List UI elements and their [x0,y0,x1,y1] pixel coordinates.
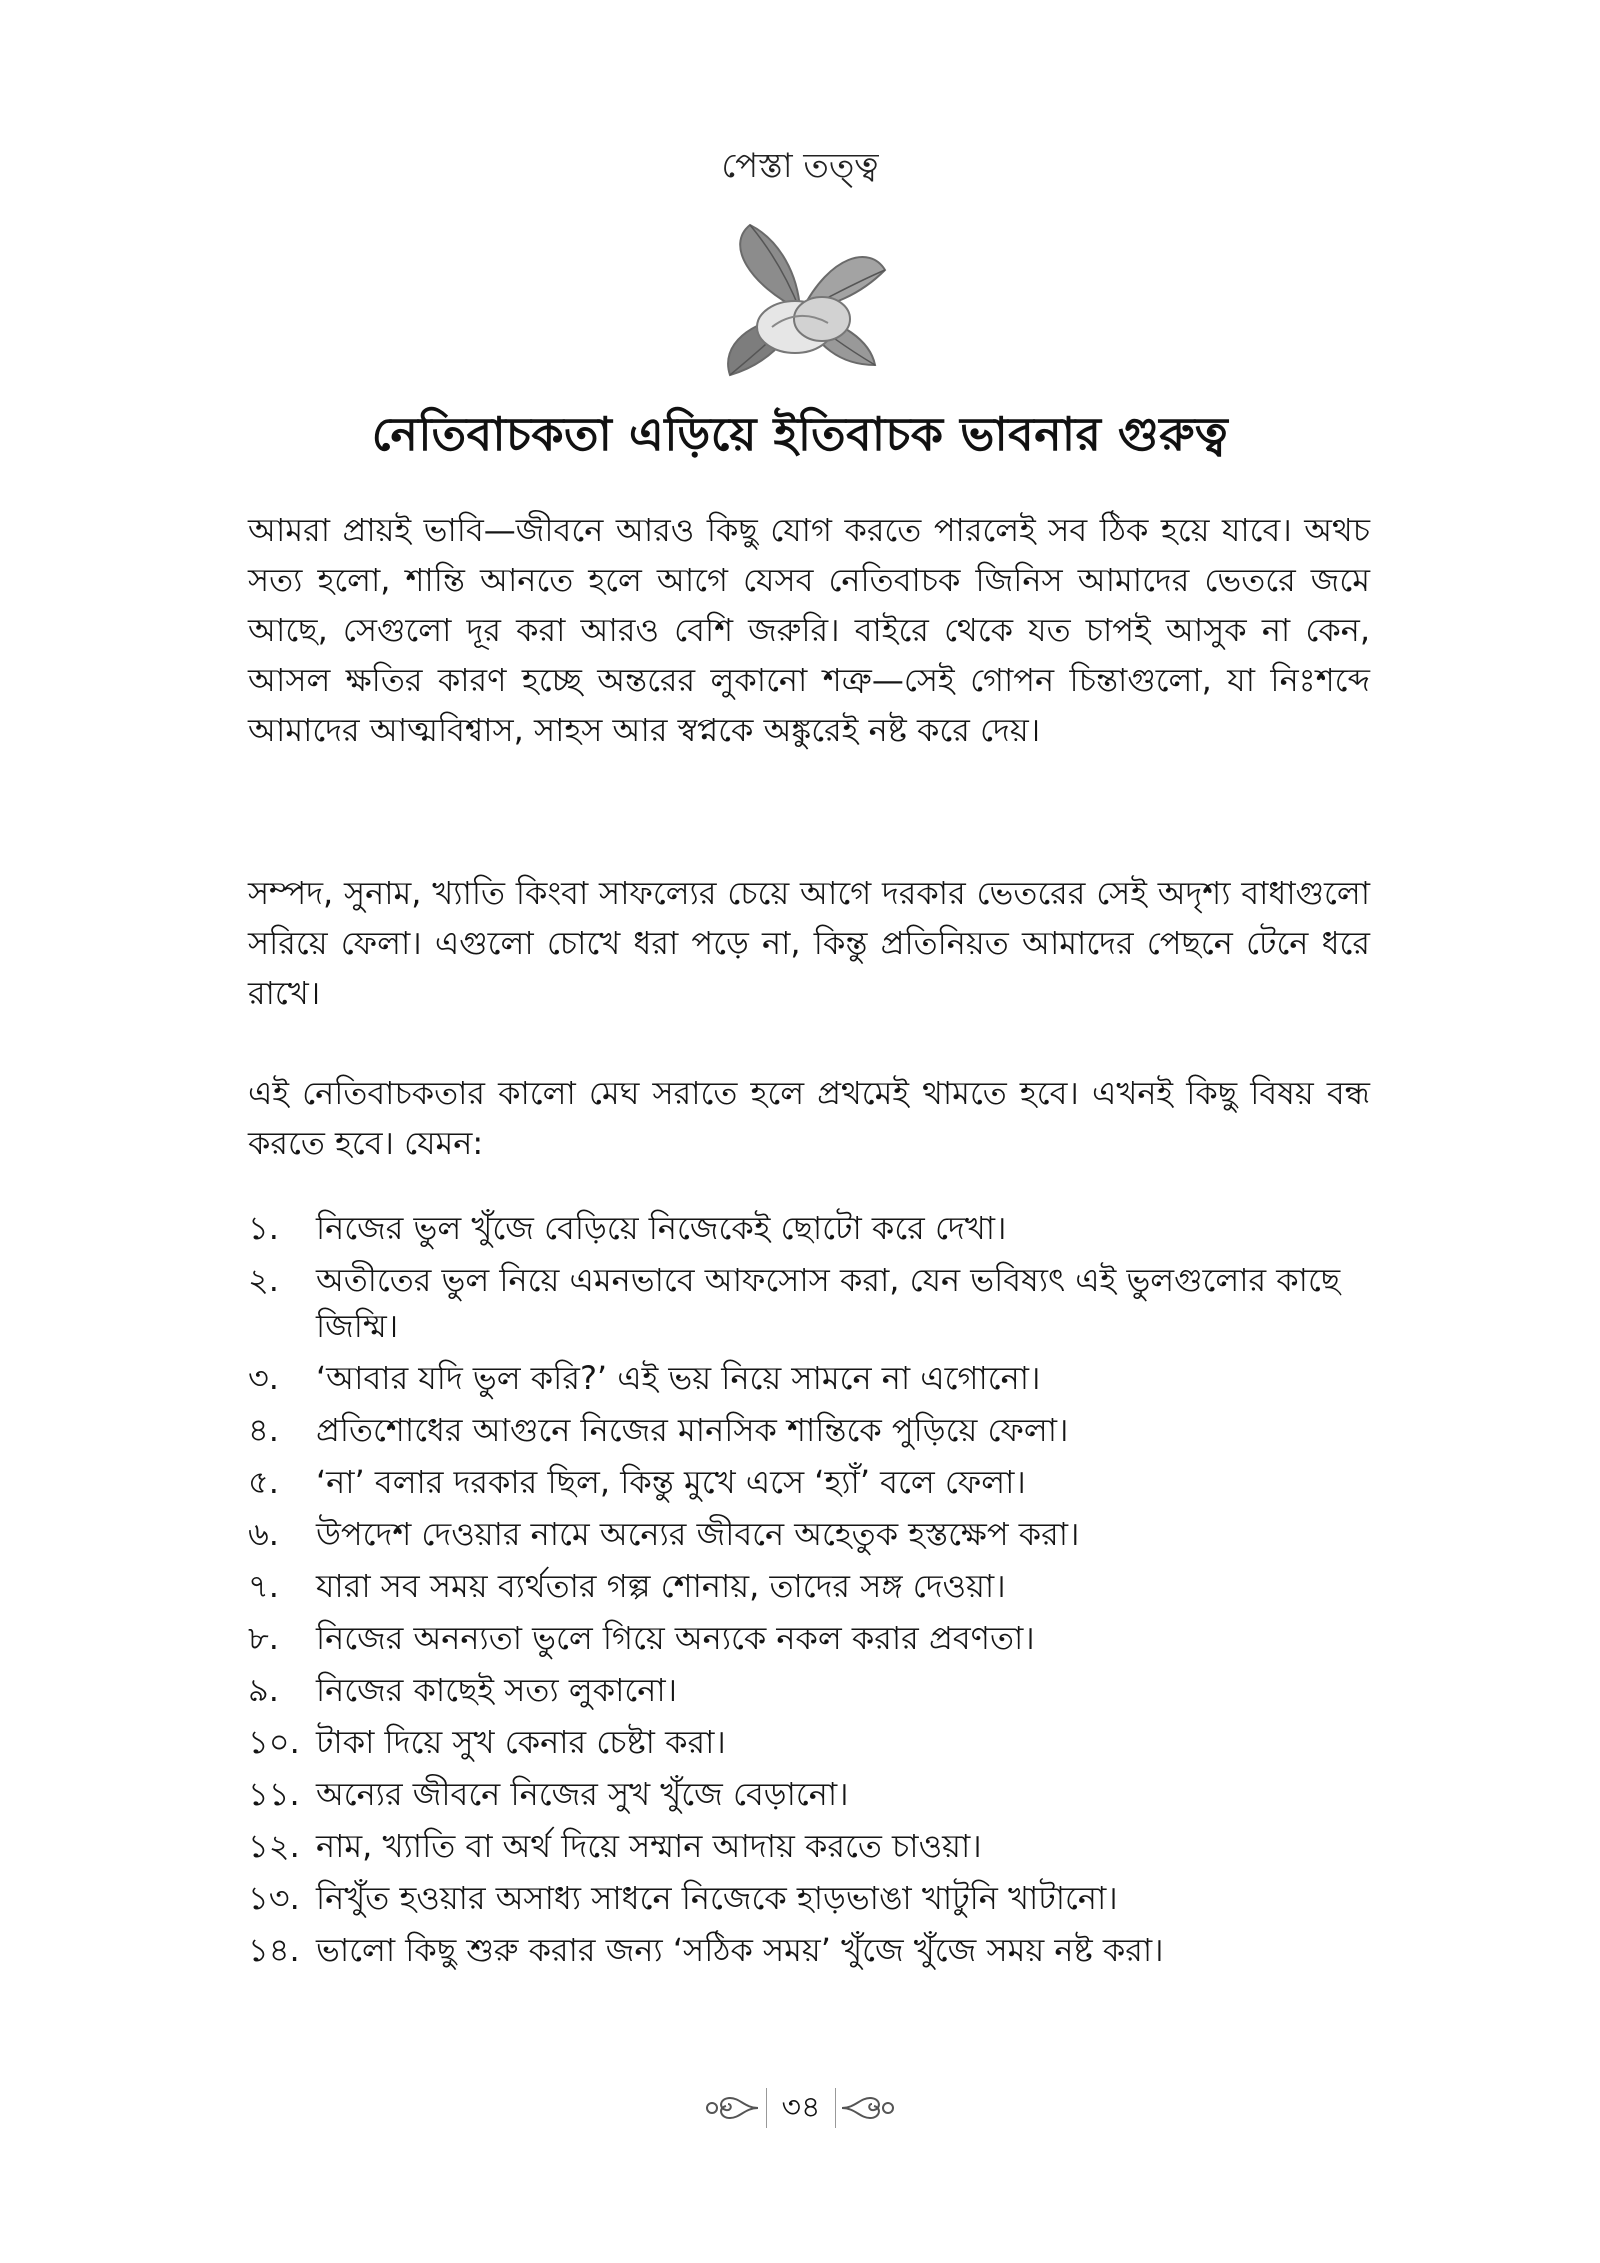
list-item [248,1927,1370,1973]
flourish-right-icon [840,2080,900,2136]
list-text: নিজের অনন্যতা ভুলে গিয়ে অন্যকে নকল করার প্রবণতা। [316,1619,1035,1657]
list-text: প্রতিশোধের আগুনে নিজের মানসিক শান্তিকে পুড়িয়ে ফেলা। [316,1411,1069,1449]
list-number: ১২. [248,1827,300,1865]
list-item [248,1719,1370,1765]
list-text: উপদেশ দেওয়ার নামে অন্যের জীবনে অহেতুক হস্তক্ষেপ করা। [316,1515,1080,1553]
list-item [248,1257,1370,1349]
list-number: ১১. [248,1775,300,1813]
list-number: ৬. [248,1515,279,1553]
list-number: ১৩. [248,1879,300,1917]
list-item [248,1563,1370,1609]
list-item [248,1205,1370,1251]
flourish-left-icon [700,2080,760,2136]
list-item [248,1459,1370,1505]
list-text: নিজের কাছেই সত্য লুকানো। [316,1671,678,1709]
list-number: ১৪. [248,1931,300,1969]
list-item [248,1667,1370,1713]
list-item [248,1355,1370,1401]
list-text: অন্যের জীবনে নিজের সুখ খুঁজে বেড়ানো। [316,1775,849,1813]
list-number: ১. [248,1209,279,1247]
list-text: যারা সব সময় ব্যর্থতার গল্প শোনায়, তাদের সঙ্গ দেওয়া। [316,1567,1006,1605]
list-number: ৮. [248,1619,279,1657]
numbered-list [248,1205,1370,1979]
list-item [248,1771,1370,1817]
list-number: ৯. [248,1671,279,1709]
list-number: ৫. [248,1463,279,1501]
running-head: পেস্তা তত্ত্ব [721,146,879,186]
page-footer [700,2080,900,2136]
paragraph: আমরা প্রায়ই ভাবি—জীবনে আরও কিছু যোগ করতে পারলেই সব ঠিক হয়ে যাবে। অথচ সত্য হলো, শান্তি আনতে হলে আগে যেসব নেতিবাচক জিনিস আমাদের ভেতরে জমে আছে, সেগুলো দূর করা আরও বেশি জরুরি। বাইরে থেকে যত চাপই আসুক না কেন, আসল ক্ষতির কারণ হচ্ছে অন্তরের লুকানো শত্রু—সেই গোপন চিন্তাগুলো, যা নিঃশব্দে আমাদের আত্মবিশ্বাস, সাহস আর স্বপ্নকে অঙ্কুরেই নষ্ট করে দেয়। [248,511,1370,749]
list-item [248,1407,1370,1453]
list-number: ৭. [248,1567,279,1605]
list-text: ‘আবার যদি ভুল করি?’ এই ভয় নিয়ে সামনে না এগোনো। [316,1359,1041,1397]
list-number: ৪. [248,1411,279,1449]
pistachio-leaf-icon [710,215,890,385]
paragraph: সম্পদ, সুনাম, খ্যাতি কিংবা সাফল্যের চেয়ে আগে দরকার ভেতরের সেই অদৃশ্য বাধাগুলো সরিয়ে ফেলা। এগুলো চোখে ধরা পড়ে না, কিন্তু প্রতিনিয়ত আমাদের পেছনে টেনে ধরে রাখে। [248,874,1370,1012]
list-number: ৩. [248,1359,279,1397]
list-text: নাম, খ্যাতি বা অর্থ দিয়ে সম্মান আদায় করতে চাওয়া। [316,1827,982,1865]
list-item [248,1823,1370,1869]
list-text: ‘না’ বলার দরকার ছিল, কিন্তু মুখে এসে ‘হ্যাঁ’ বলে ফেলা। [316,1463,1026,1501]
list-item [248,1511,1370,1557]
paragraph: এই নেতিবাচকতার কালো মেঘ সরাতে হলে প্রথমেই থামতে হবে। এখনই কিছু বিষয় বন্ধ করতে হবে। যেমন: [248,1074,1370,1162]
list-item [248,1615,1370,1661]
list-text: নিখুঁত হওয়ার অসাধ্য সাধনে নিজেকে হাড়ভাঙা খাটুনি খাটানো। [316,1879,1118,1917]
page-number: ৩৪ [766,2088,836,2128]
list-number: ২. [248,1261,279,1299]
list-text: নিজের ভুল খুঁজে বেড়িয়ে নিজেকেই ছোটো করে দেখা। [316,1209,1007,1247]
list-text: টাকা দিয়ে সুখ কেনার চেষ্টা করা। [316,1723,726,1761]
list-text: ভালো কিছু শুরু করার জন্য ‘সঠিক সময়’ খুঁজে খুঁজে সময় নষ্ট করা। [316,1931,1164,1969]
chapter-title: নেতিবাচকতা এড়িয়ে ইতিবাচক ভাবনার গুরুত্ব [371,407,1229,461]
list-number: ১০. [248,1723,300,1761]
list-item [248,1875,1370,1921]
list-text: অতীতের ভুল নিয়ে এমনভাবে আফসোস করা, যেন ভবিষ্যৎ এই ভুলগুলোর কাছে জিম্মি। [316,1261,1341,1345]
